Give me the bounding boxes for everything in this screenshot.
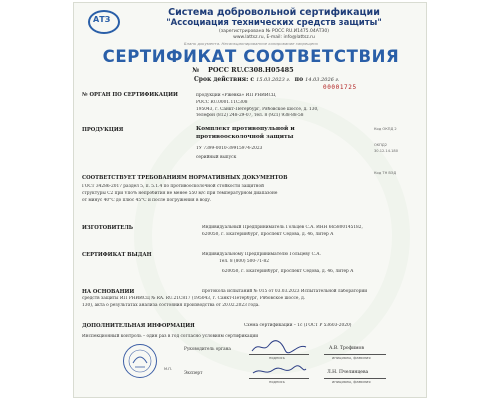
cert-body-line: РОСС RU.0001.11С308 [196, 100, 248, 105]
stamp-mp: М.П. [164, 367, 173, 371]
issued-to-line: Тел. 8 (800) 500-71-82 [219, 259, 269, 264]
basis-line: протокола испытаний № 015 от 03.03.2023 Испытательной лаборатории [202, 289, 368, 294]
certificate-page [73, 2, 427, 398]
cert-body-line: 195043, г. Санкт-Петербург, Рябовское шоссе, д. 130, [196, 107, 319, 112]
expert-sig-caption: подпись [269, 380, 285, 384]
cert-body-line: телефон (812) 248-29-07, тел. 8 (921) 938-88-58 [196, 113, 304, 118]
okpd-label: Код ОКПД 2 [374, 127, 397, 131]
system-title: Система добровольной сертификации [168, 7, 380, 18]
contacts: www.lattsz.ru, E-mail: info@lattsz.ru [233, 35, 315, 40]
product-title-line: противоосколочной защиты [196, 134, 294, 140]
requirements-line: структуры С2 при Vпо% непробития не менее 550 м/с при температурном диапазоне [82, 191, 278, 196]
inspection-control: Инспекционный контроль – один раз в год согласно условиям сертификации [82, 334, 259, 339]
certificate-title: СЕРТИФИКАТ СООТВЕТСТВИЯ [102, 47, 400, 66]
requirements-line: ГОСТ 34286-2017 раздел 5, п. 5.1.4 по противоосколочной стойкости защитной [82, 184, 264, 189]
cert-body-line: продукции «Ржевка» ИП РНИИСЦ [196, 93, 276, 98]
number-label: № [192, 66, 200, 74]
head-initials-caption: инициалы, фамилия [332, 356, 371, 360]
certificate-number: РОСС RU.С308.Н05485 [208, 66, 294, 74]
head-name: А.В. Трофимов [329, 346, 364, 351]
expert-name: Л.Н. Пчелинцева [327, 370, 369, 375]
cert-body-label: № ОРГАН ПО СЕРТИФИКАЦИИ [82, 92, 178, 98]
registration-number: (зарегистрирована № РОСС RU.И1475.04АТЗ0) [218, 29, 330, 34]
basis-line: средств защиты ИП РНИИСЦ № RA. RU.21C817 (195043, г. Санкт-Петербург, Рябовское шоссе, д. [82, 296, 306, 301]
requirements-line: от минус 40°С до плюс 45°С и после погружения в воду. [82, 198, 212, 203]
blank-serial-number: 00001725 [323, 84, 357, 91]
additional-info-label: ДОПОЛНИТЕЛЬНАЯ ИНФОРМАЦИЯ [82, 323, 195, 329]
issued-to-line: 620050, г. Екатеринбург, проспект Седова, д. 46, литер А [222, 269, 354, 274]
manufacturer-label: ИЗГОТОВИТЕЛЬ [82, 225, 134, 231]
tnved-label: Код ТН ВЭД [374, 171, 397, 175]
issued-to-line: Индивидуальному Предпринимателю Гольцеву С.А. [202, 252, 321, 257]
head-sig-caption: подпись [269, 356, 285, 360]
basis-line: 130), акта о результатах анализа состояния производства от 20.02.2023 года. [82, 303, 260, 308]
product-title-line: Комплект противопульной и [196, 126, 295, 132]
validity-label: Срок действия: с [194, 76, 255, 83]
registration-stamp [122, 343, 158, 379]
head-signature-line [249, 354, 309, 355]
expert-title: Эксперт [184, 370, 203, 375]
manufacturer-line: Индивидуальный Предприниматель Гольцев С.А. ИНН 665800145182, [202, 225, 363, 230]
expert-initials-caption: инициалы, фамилия [332, 380, 371, 384]
expert-signature [249, 363, 309, 379]
head-title: Руководитель органа [184, 346, 231, 351]
requirements-label: СООТВЕТСТВУЕТ ТРЕБОВАНИЯМ НОРМАТИВНЫХ ДОКУМЕНТОВ [82, 175, 288, 181]
expert-signature-line [249, 378, 309, 379]
okpd-code-2: 30.12.14.180 [374, 149, 399, 153]
date-to: 14.03.2026 г. [305, 77, 340, 83]
product-batch: серийный выпуск [196, 155, 237, 160]
validity-row [194, 76, 340, 83]
head-signature [249, 339, 309, 355]
product-tu: ТУ 7399-0010-39915974-2023 [196, 146, 263, 151]
issued-to-label: СЕРТИФИКАТ ВЫДАН [82, 252, 152, 258]
okpd-code-1: OKПД2 [374, 143, 387, 147]
manufacturer-line: 620050, г. Екатеринбург, проспект Седова, д. 46, литер А [202, 232, 334, 237]
association-title: "Ассоциация технических средств защиты" [166, 18, 382, 28]
date-to-label: по [294, 76, 304, 83]
blank-notice: Бланк документа. Несанкционированное копирование запрещено [184, 41, 318, 46]
head-name-line [324, 354, 386, 355]
ats-logo [88, 10, 120, 34]
basis-label: НА ОСНОВАНИИ [82, 289, 135, 295]
product-label: ПРОДУКЦИЯ [82, 127, 124, 133]
logo-text: АТЗ [93, 15, 111, 24]
date-from: 15.03.2023 г. [256, 77, 291, 83]
expert-name-line [324, 378, 386, 379]
certification-scheme: Схема сертификации – 1с (ГОСТ Р 53603-2020) [244, 323, 352, 328]
